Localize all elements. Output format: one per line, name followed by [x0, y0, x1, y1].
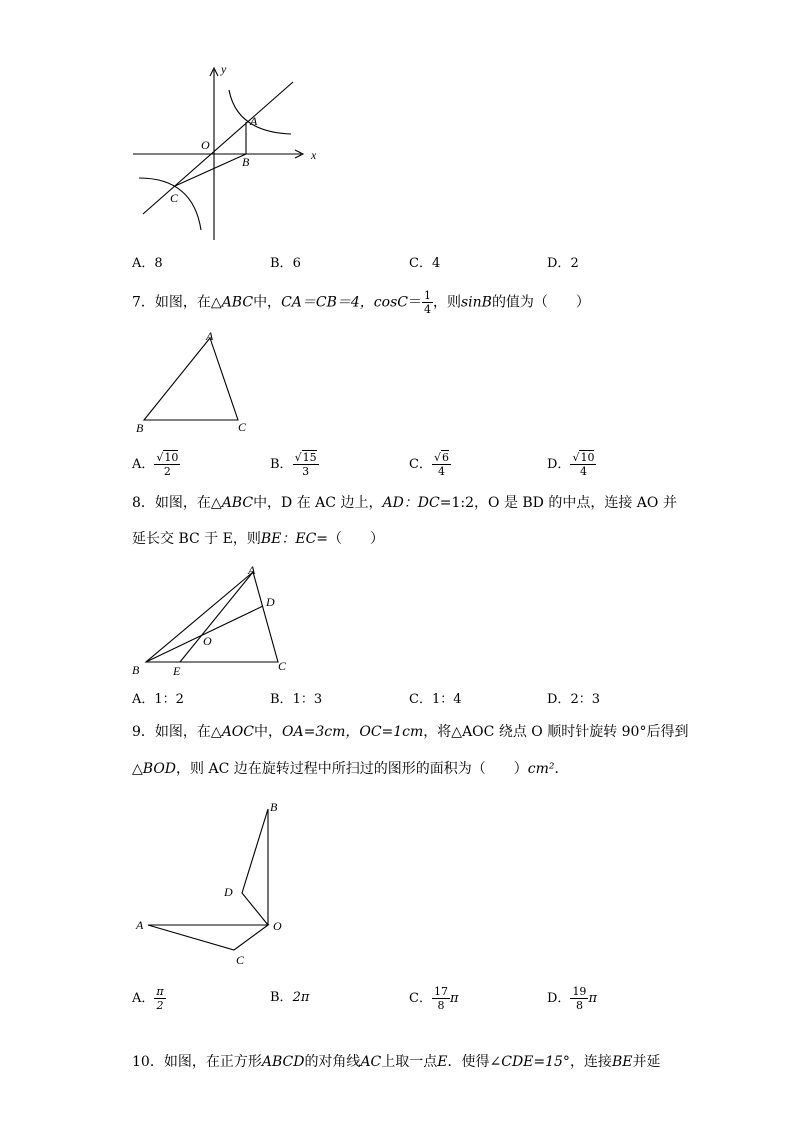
q6-option-a[interactable]	[132, 255, 163, 273]
q8-label-b: B	[132, 663, 140, 677]
option-den: 2	[163, 465, 171, 478]
q10-be: BE	[611, 1054, 633, 1070]
q9-tri: AOC	[221, 724, 254, 740]
q8-stem-line1	[132, 493, 677, 513]
q6-figure	[125, 60, 325, 245]
q6-label-b: B	[242, 155, 250, 169]
q8-option-d[interactable]	[547, 691, 600, 709]
q9-label-b: B	[270, 800, 278, 814]
option-letter: A．	[132, 991, 155, 1006]
q8-line2-end: =（ ）	[316, 531, 385, 547]
q10-mid1: 的对角线	[304, 1054, 361, 1070]
q9-label-d: D	[224, 885, 233, 899]
q7-option-c[interactable]	[409, 451, 451, 478]
option-letter: A．	[132, 692, 155, 707]
q10-mid4: ，连接	[569, 1054, 612, 1070]
q7-stem-mid1: 中，	[253, 294, 282, 311]
option-fraction	[154, 985, 165, 1012]
q6-hyperbola-upper	[229, 90, 291, 134]
q7-option-b[interactable]	[270, 451, 319, 478]
option-num: 10	[164, 451, 179, 464]
q7-tri: ABC	[221, 294, 254, 311]
q8-ratio1: AD：DC	[382, 495, 440, 511]
option-num: 10	[580, 451, 595, 464]
option-value: 1：3	[292, 692, 323, 707]
option-fraction: $\frac{√10}{4}$	[572, 451, 595, 478]
option-fraction	[570, 985, 588, 1012]
option-letter: B．	[270, 256, 293, 271]
q9-option-a[interactable]	[132, 985, 166, 1012]
q9-unit: cm²	[527, 761, 555, 777]
q10-stem	[132, 1052, 660, 1072]
q9-option-c[interactable]	[409, 985, 459, 1012]
q7-label-a: A	[206, 329, 214, 343]
option-value: 2π	[292, 990, 310, 1005]
option-value: 4	[431, 256, 441, 271]
option-den: 2	[156, 999, 164, 1012]
q6-label-a: A	[250, 114, 258, 128]
option-den: 4	[579, 465, 587, 478]
q9-stem-line2	[132, 759, 569, 779]
option-letter: A．	[132, 256, 155, 271]
q7-eq2: ＝	[407, 294, 422, 311]
q9-line1-end: ，将△AOC 绕点 O 顺时针旋转 90°后得到	[423, 724, 689, 740]
q8-line1-mid: 中，D 在 AC 边上，	[253, 495, 383, 511]
q7-triangle	[144, 338, 238, 420]
q7-stem	[132, 289, 590, 316]
q6-label-y: y	[221, 62, 227, 76]
q8-label-a: A	[248, 563, 256, 577]
q9-stem-line1	[132, 722, 688, 742]
q8-segment-ae	[180, 572, 253, 662]
q6-option-c[interactable]	[409, 255, 440, 273]
option-fraction: $\frac{√15}{3}$	[294, 451, 317, 478]
q8-triangle	[146, 572, 278, 662]
q10-angle: ∠CDE=15°	[489, 1054, 570, 1070]
q8-label-d: D	[266, 595, 275, 609]
q7-frac-num: 1	[423, 289, 431, 302]
q7-fraction	[422, 289, 433, 316]
q8-stem-line2	[132, 529, 384, 549]
q7-figure	[130, 328, 260, 438]
q8-label-o: O	[203, 634, 212, 648]
q8-tri: ABC	[221, 495, 254, 511]
q10-pre: 10．如图，在正方形	[132, 1054, 262, 1070]
q9-option-b[interactable]	[270, 989, 309, 1007]
option-letter: D．	[547, 457, 571, 472]
q8-option-c[interactable]	[409, 691, 462, 709]
option-tail: π	[449, 991, 459, 1006]
option-letter: C．	[409, 256, 432, 271]
q9-triangle-aoc	[148, 925, 268, 950]
q10-square: ABCD	[261, 1054, 305, 1070]
q10-mid3: ．使得	[447, 1054, 490, 1070]
option-letter: A．	[132, 457, 155, 472]
q7-sinb: sinB	[460, 294, 492, 311]
option-tail: π	[588, 991, 597, 1006]
option-num: 19	[572, 985, 587, 998]
q9-line2-end: ．	[554, 761, 569, 777]
option-letter: B．	[270, 990, 293, 1005]
option-num: 17	[433, 985, 448, 998]
q8-ratio2: BE：EC	[260, 531, 317, 547]
q10-e: E	[437, 1054, 448, 1070]
option-num: 15	[302, 451, 317, 464]
option-num: 6	[441, 451, 449, 464]
q9-line2-mid: ，则 AC 边在旋转过程中所扫过的图形的面积为（ ）	[176, 761, 528, 777]
q9-label-a: A	[136, 918, 144, 932]
q9-line2-tri: △BOD	[132, 761, 177, 777]
q9-line1-pre: 9．如图，在△	[132, 724, 222, 740]
q7-stem-mid2: ，则	[432, 294, 461, 311]
q7-stem-end: 的值为（ ）	[491, 294, 590, 311]
option-num: π	[156, 985, 164, 998]
q8-line1-end: =1:2，O 是 BD 的中点，连接 AO 并	[439, 495, 677, 511]
q10-mid2: 上取一点	[381, 1054, 438, 1070]
q10-ac: AC	[360, 1054, 382, 1070]
q6-label-o: O	[201, 138, 210, 152]
q8-option-b[interactable]	[270, 691, 322, 709]
q8-line2-pre: 延长交 BC 于 E，则	[132, 531, 261, 547]
q6-label-x: x	[311, 148, 317, 162]
q9-triangle-bod	[242, 809, 268, 925]
q8-label-c: C	[278, 659, 287, 673]
q8-label-e: E	[173, 664, 181, 678]
q7-label-b: B	[136, 421, 144, 435]
q7-option-a[interactable]	[132, 451, 180, 478]
q8-line1-pre: 8．如图，在△	[132, 495, 222, 511]
option-value: 8	[154, 256, 163, 271]
q6-segment-bc	[175, 154, 246, 186]
q9-figure	[130, 795, 300, 970]
option-value: 1：2	[154, 692, 184, 707]
option-letter: B．	[270, 457, 293, 472]
option-den: 4	[437, 465, 445, 478]
q7-label-c: C	[238, 420, 247, 434]
option-den: 8	[437, 999, 445, 1012]
q6-option-d[interactable]	[547, 255, 579, 273]
q7-frac-den: 4	[423, 303, 431, 316]
option-fraction: $\frac{√6}{4}$	[433, 451, 449, 478]
q7-option-d[interactable]	[547, 451, 596, 478]
option-letter: D．	[547, 991, 571, 1006]
q9-lengths: OA=3cm，OC=1cm	[282, 724, 424, 740]
option-letter: C．	[409, 991, 432, 1006]
q6-line	[143, 82, 293, 214]
q9-label-o: O	[273, 919, 282, 933]
q7-cos: cosC	[373, 294, 408, 311]
q7-eq: CA＝CB＝4，	[281, 294, 374, 311]
option-value: 2：3	[570, 692, 600, 707]
option-fraction	[432, 985, 450, 1012]
q6-label-c: C	[170, 191, 179, 205]
option-den: 3	[302, 465, 310, 478]
option-letter: D．	[547, 692, 571, 707]
option-letter: D．	[547, 256, 571, 271]
q9-option-d[interactable]	[547, 985, 597, 1012]
q8-option-a[interactable]	[132, 691, 184, 709]
option-letter: C．	[409, 457, 432, 472]
option-value: 6	[292, 256, 301, 271]
option-value: 1：4	[431, 692, 462, 707]
q7-stem-pre: 7．如图，在△	[132, 294, 222, 311]
q9-line1-mid: 中，	[254, 724, 282, 740]
q9-label-c: C	[236, 953, 245, 967]
option-value: 2	[570, 256, 579, 271]
option-fraction: $\frac{√10}{2}$	[156, 451, 179, 478]
q8-figure	[128, 560, 298, 685]
option-letter: C．	[409, 692, 432, 707]
q6-option-b[interactable]	[270, 255, 301, 273]
option-den: 8	[575, 999, 583, 1012]
q10-end: 并延	[632, 1054, 661, 1070]
option-letter: B．	[270, 692, 293, 707]
